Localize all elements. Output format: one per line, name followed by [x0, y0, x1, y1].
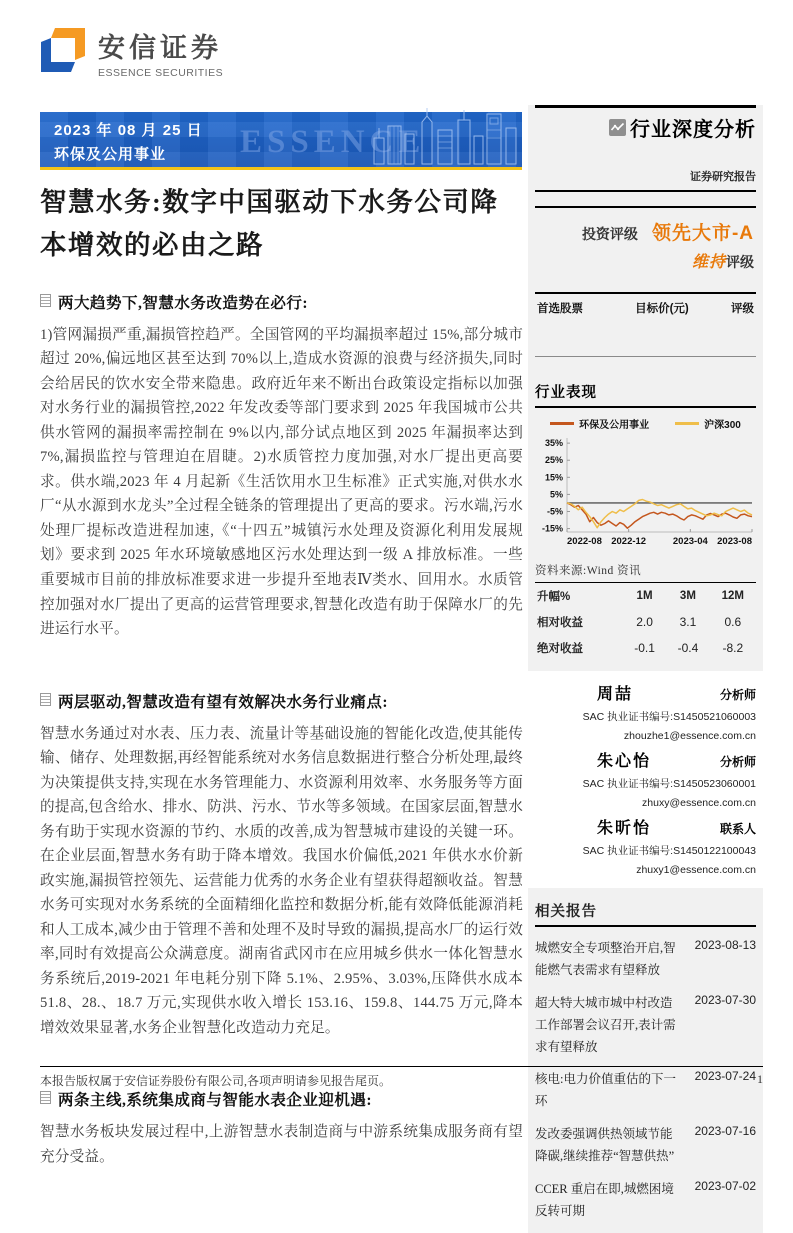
related-report-title: CCER 重启在即,城燃困境反转可期: [535, 1181, 674, 1218]
page-footer: [40, 1066, 763, 1089]
legend-swatch: [675, 422, 699, 425]
table-row: 绝对收益 -0.1 -0.4 -8.2: [537, 641, 744, 655]
section-heading-text: 两条主线,系统集成商与智能水表企业迎机遇:: [58, 1092, 373, 1110]
svg-text:15%: 15%: [544, 472, 563, 483]
analysts-block: [528, 671, 763, 888]
rating-label: 投资评级: [581, 228, 638, 243]
analyst-card: [535, 748, 756, 809]
related-report-title: 城燃安全专项整治开启,智能燃气表需求有望释放: [535, 941, 676, 977]
line-chart-icon: [609, 119, 626, 136]
related-reports-block: [535, 900, 756, 1223]
analyst-card: [535, 681, 756, 742]
brand-name-en: ESSENCE SECURITIES: [98, 67, 224, 79]
section-trends: [40, 291, 523, 642]
related-report-title: 超大特大城市城中村改造工作部署会议召开,表计需求有望释放: [535, 995, 676, 1054]
legend-item-hs300: [675, 416, 741, 431]
svg-text:-15%: -15%: [541, 523, 563, 534]
page-number: 1: [757, 1072, 763, 1086]
analyst-name: 朱心怡: [597, 753, 652, 770]
divider: [535, 192, 756, 208]
related-report-date: 2023-07-30: [694, 992, 756, 1007]
svg-text:-5%: -5%: [546, 506, 563, 517]
analyst-email: zhuxy@essence.com.cn: [642, 797, 756, 809]
performance-chart: [535, 433, 756, 556]
related-report-item: [535, 1179, 756, 1223]
svg-text:25%: 25%: [544, 455, 563, 466]
preferred-stocks-table: [535, 292, 756, 357]
analyst-sac: SAC 执业证书编号:S1450122100043: [582, 845, 756, 857]
page-title: 智慧水务:数字中国驱动下水务公司降本增效的必由之路: [40, 187, 499, 260]
legend-label: 沪深300: [704, 420, 741, 431]
related-report-item: [535, 993, 756, 1059]
rating-status-suffix: 评级: [726, 256, 754, 271]
rating-status: 维持: [691, 254, 726, 271]
date-industry-banner: [40, 112, 522, 170]
related-report-item: [535, 1124, 756, 1168]
analyst-name: 周喆: [597, 686, 634, 703]
document-icon: [40, 1091, 51, 1104]
report-subtype-label: 证券研究报告: [535, 168, 756, 192]
svg-text:2023-08: 2023-08: [717, 536, 752, 547]
section-heading: [40, 690, 523, 712]
report-date: 2023 年 08 月 25 日: [54, 122, 203, 139]
related-report-title: 核电:电力价值重估的下一环: [535, 1072, 676, 1109]
section-drivers: [40, 690, 523, 1041]
section-mainlines: [40, 1088, 523, 1169]
chart-legend: [535, 416, 756, 431]
related-report-date: 2023-07-16: [694, 1124, 756, 1139]
stock-col-target: 目标价(元): [635, 303, 689, 315]
investment-rating: [535, 208, 756, 278]
legend-item-env: [550, 416, 649, 431]
legend-swatch: [550, 422, 574, 425]
brand-name-cn: 安信证券: [98, 33, 222, 63]
analyst-name: 朱昕怡: [597, 820, 652, 837]
analyst-sac: SAC 执业证书编号:S1450521060003: [582, 711, 756, 723]
analyst-role: 分析师: [719, 755, 756, 769]
stock-col-rating: 评级: [731, 303, 754, 315]
copyright-notice: 本报告版权属于安信证券股份有限公司,各项声明请参见报告尾页。: [40, 1074, 392, 1088]
industry-name: 环保及公用事业: [54, 146, 167, 163]
section-heading: [40, 1088, 523, 1110]
report-body: [40, 181, 523, 1169]
related-report-title: 发改委强调供热领域节能降碳,继续推荐“智慧供热”: [535, 1127, 675, 1163]
data-source: 资料来源:Wind 资讯: [535, 565, 642, 577]
analyst-role: 联系人: [719, 822, 756, 836]
city-skyline-graphic: [370, 108, 520, 169]
section-paragraph: 智慧水务通过对水表、压力表、流量计等基础设施的智能化改造,使其能传输、储存、处理数据,再经智能系统对水务信息数据进行整合分析处理,最终为决策提供支持,实现在水务管理能力、水资源利用效率、水务服务等方面的提高,包含给水、排水、防洪、污水、节水等多领域。在国家层面,智慧水务有助于实现水资源的节约、水质的改善,成为智慧城市建设的关键一环。在企业层面,智慧水务有助于降本增效。我国水价偏低,2021 年供水水价新政实施,漏损管控领先、运营能力优秀的水务企业有望获得超额收益。智慧水务可实现对水务系统的全面精细化监控和数据分析,能有效降低能源消耗和人工成本,减少由于管理不善和处理不及时导致的漏损,提高水厂的运行效率,同时有效提高公众满意度。湖南省武冈市在应用城乡供水一体化智慧水务系统后,2019-2021 年电耗分别下降 5.1%、2.95%、3.03%,压降供水成本 51.8、28.、18.7 万元,实现供水收入增长 153.16、159.8、144.75 万元,降本增效效果显著,水务企业智慧化改造动力充足。: [40, 725, 523, 1036]
related-reports-heading: 相关报告: [535, 900, 756, 927]
analyst-email: zhouzhe1@essence.com.cn: [623, 730, 756, 742]
svg-text:5%: 5%: [549, 489, 563, 500]
related-report-item: [535, 938, 756, 982]
essence-watermark: ESSENCE: [240, 124, 426, 160]
related-report-date: 2023-08-13: [694, 938, 756, 952]
essence-logo-icon: [40, 27, 86, 78]
brand-logo: [40, 26, 223, 79]
sidebar: [528, 105, 763, 1233]
svg-text:2022-08: 2022-08: [567, 536, 602, 547]
analyst-email: zhuxy1@essence.com.cn: [636, 864, 756, 876]
section-paragraph: 1)管网漏损严重,漏损管控趋严。全国管网的平均漏损率超过 15%,部分城市超过 20%,偏远地区甚至达到 70%以上,造成水资源的浪费与经济损失,同时会给居民的饮水安全带来隐患。政府近年来不断出台政策设定指标以加强对水务行业的漏损管控,2022 年发改委等部门要求到 2025 年我国城市公共供水管网的漏损率需控制在 9%以内,部分试点地区到 2025 年漏损率达到 7%,漏损监控与管理迫在眉睫。2)水质管控力度加强,对水厂提出更高要求。供水端,2023 年 4 月起新《生活饮用水卫生标准》正式实施,对供水水厂“从水源到水龙头”全过程全链条的管理提出了更高的要求。污水端,污水处理厂提标改造进程加速,《“十四五”城镇污水处理及资源化利用发展规划》要求到 2025 年水环境敏感地区污水处理达到一级 A 排放标准。一些重要城市目前的排放标准要求进一步提升至地表Ⅳ类水、回用水。水质管控加强对水厂提出了更高的运营管理要求,智慧化改造有助于保障水厂的先进运行水平。: [40, 326, 523, 638]
document-icon: [40, 294, 51, 307]
stock-col-name: 首选股票: [537, 303, 583, 315]
document-icon: [40, 693, 51, 706]
section-heading: [40, 291, 523, 313]
analyst-card: [535, 815, 756, 876]
section-paragraph: 智慧水务板块发展过程中,上游智慧水表制造商与中游系统集成服务商有望充分受益。: [40, 1124, 523, 1165]
table-row: 相对收益 2.0 3.1 0.6: [537, 615, 742, 629]
analyst-sac: SAC 执业证书编号:S1450523060001: [582, 778, 756, 790]
table-header-row: 升幅% 1M 3M 12M: [537, 590, 744, 603]
legend-label: 环保及公用事业: [579, 420, 650, 431]
related-report-date: 2023-07-02: [694, 1178, 756, 1193]
returns-table: [535, 582, 756, 661]
analyst-role: 分析师: [719, 688, 756, 702]
related-report-date: 2023-07-24: [694, 1069, 756, 1084]
rating-value: 领先大市-A: [651, 223, 754, 244]
report-type-block: [535, 105, 756, 192]
section-heading-text: 两大趋势下,智慧水务改造势在必行:: [58, 294, 309, 312]
svg-text:35%: 35%: [544, 438, 563, 449]
svg-text:2022-12: 2022-12: [611, 536, 647, 547]
chart-title: 行业表现: [535, 381, 756, 408]
section-heading-text: 两层驱动,智慧改造有望有效解决水务行业痛点:: [58, 693, 389, 711]
report-type-label: 行业深度分析: [630, 119, 756, 141]
svg-text:2023-04: 2023-04: [672, 536, 708, 547]
industry-performance-block: [535, 381, 756, 578]
